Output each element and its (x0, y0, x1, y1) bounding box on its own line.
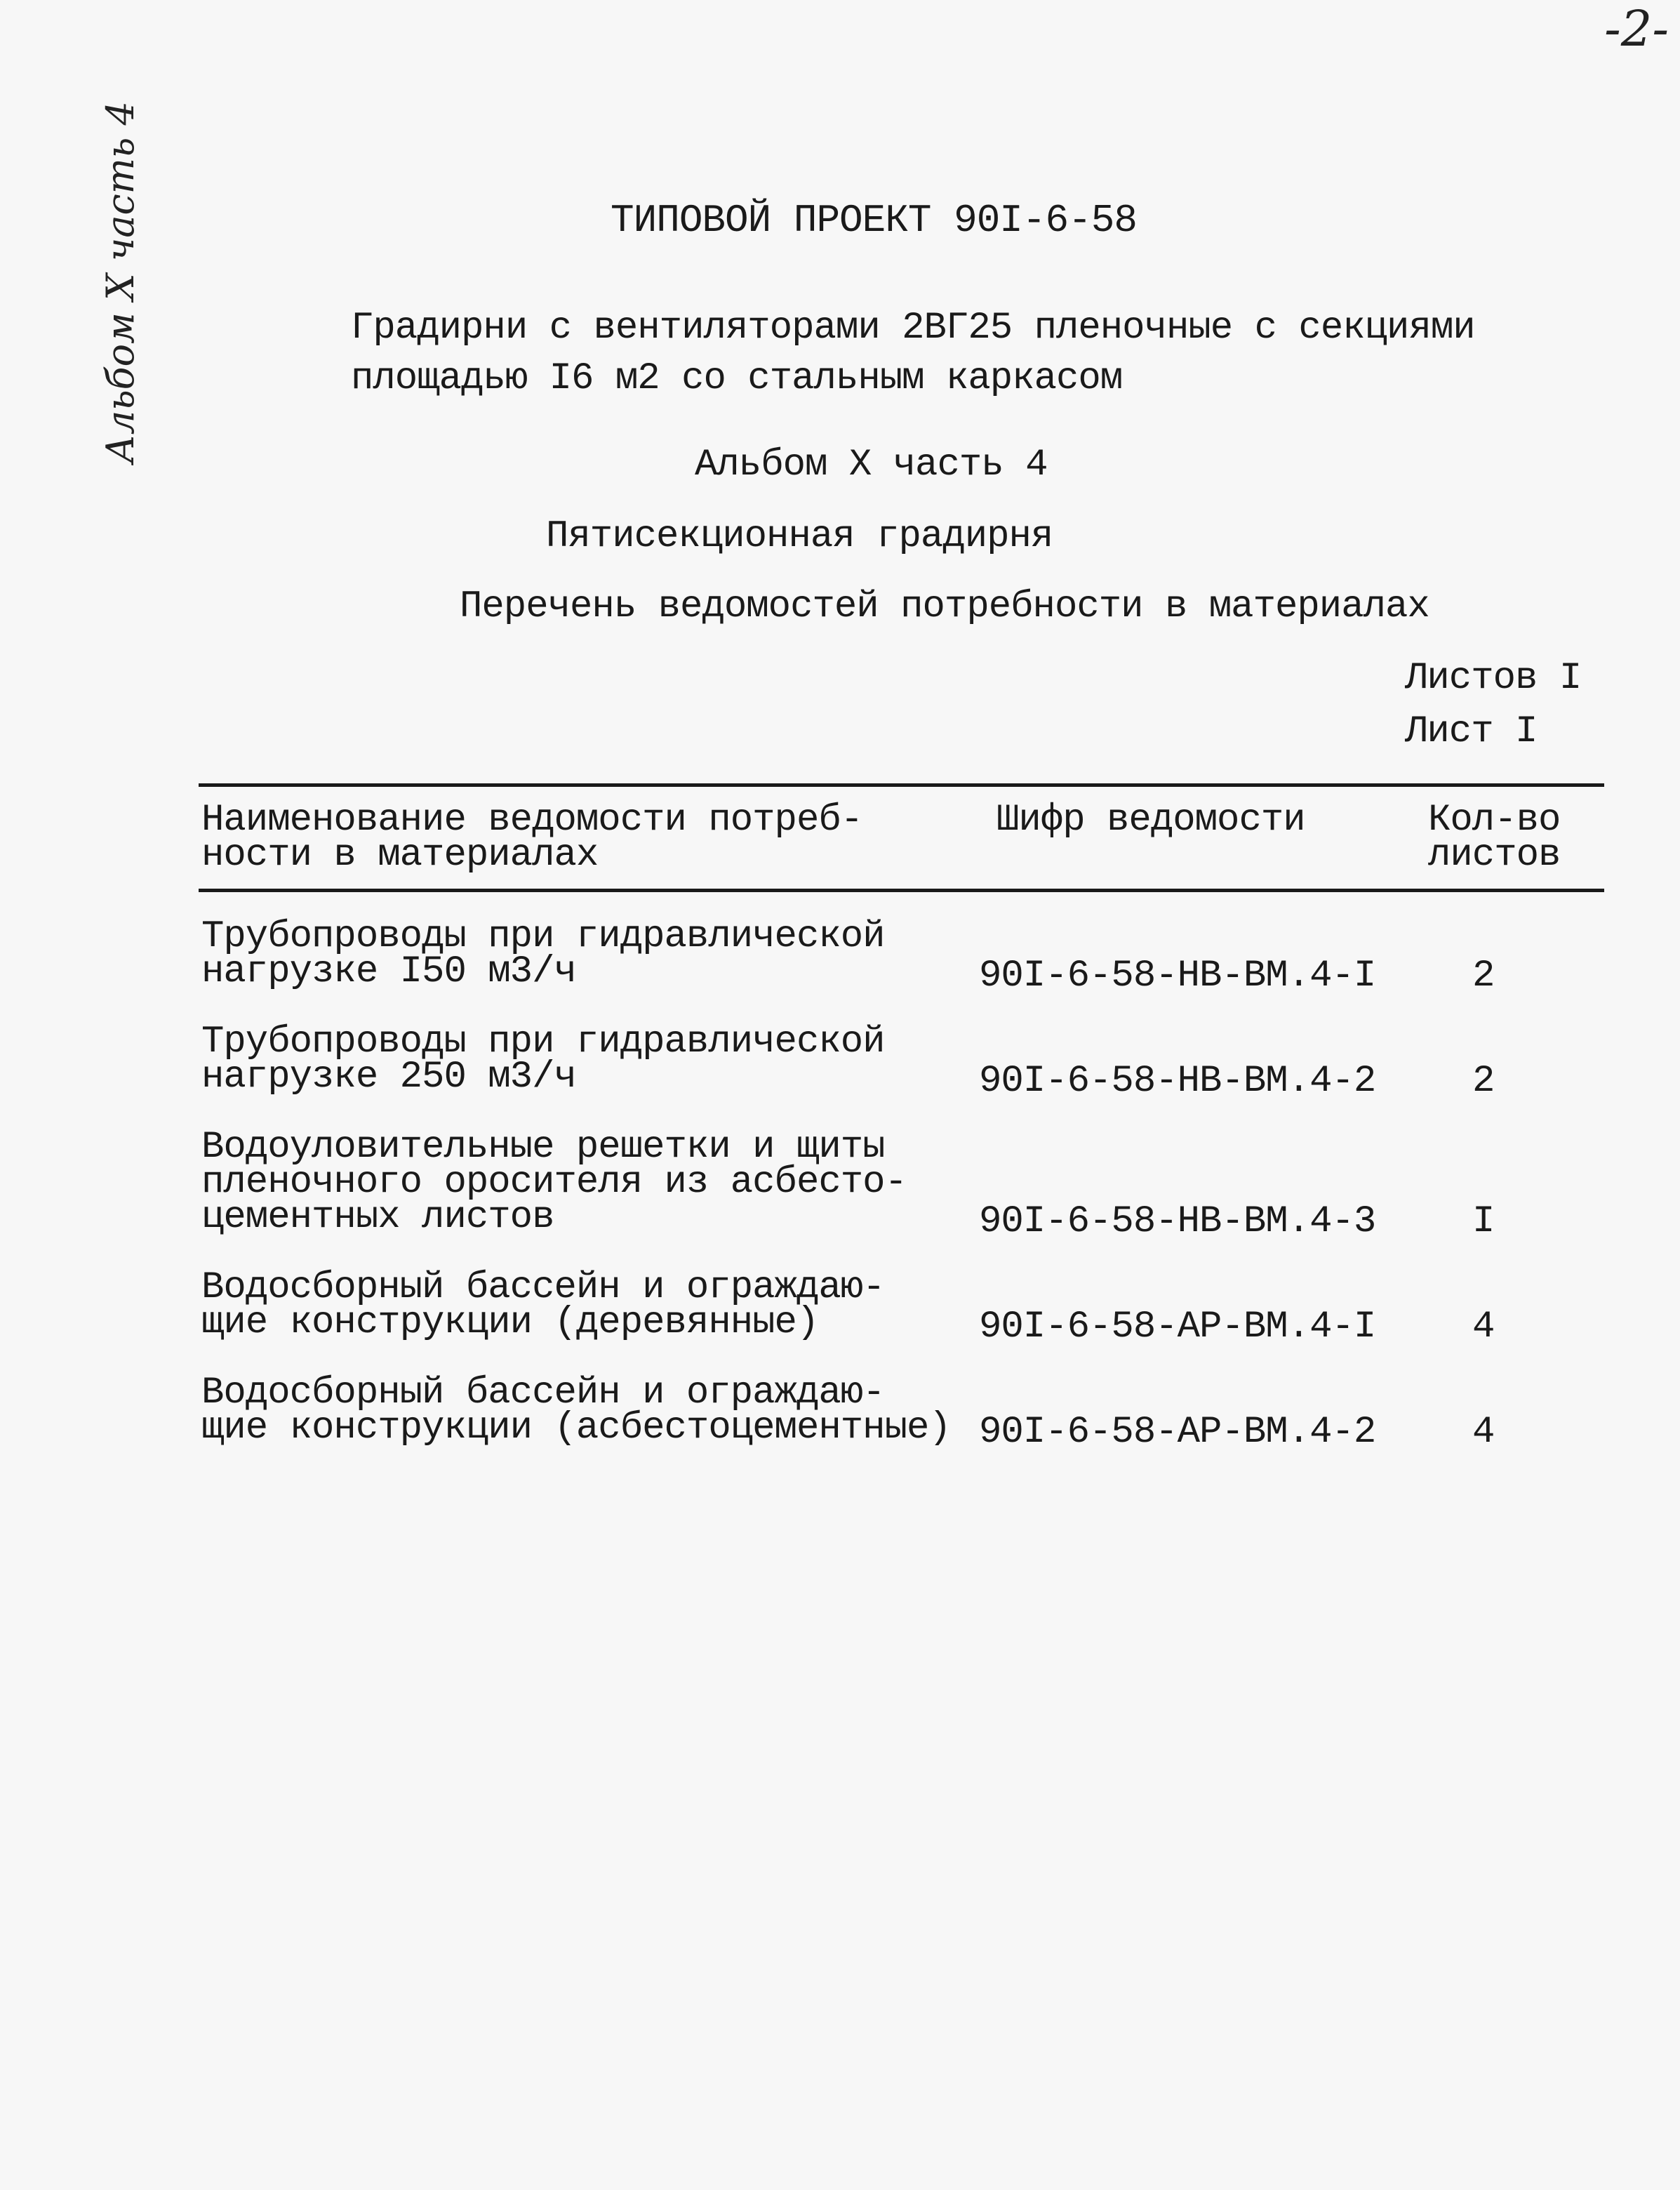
document-subtitle: Градирни с вентиляторами 2ВГ25 пленочные с секциями площадью I6 м2 со стальным каркасом (351, 307, 1475, 400)
row-code: 90I-6-58-НВ-ВМ.4-2 (979, 1060, 1376, 1103)
column-header-count: Кол-во листов (1428, 799, 1561, 877)
column-header-name: Наименование ведомости потреб- ности в материалах (201, 799, 863, 877)
row-name: Трубопроводы при гидравлической нагрузке 250 м3/ч (201, 1021, 885, 1099)
sheets-total: Листов I (1405, 657, 1582, 700)
sheet-number: Лист I (1405, 710, 1538, 753)
side-note: Альбом X часть 4 (98, 101, 142, 463)
row-name: Водосборный бассейн и ограждаю- щие конструкции (асбестоцементные) (201, 1372, 951, 1449)
row-count: 2 (1472, 1060, 1495, 1103)
row-code: 90I-6-58-НВ-ВМ.4-3 (979, 1200, 1376, 1243)
section-label: Пятисекционная градирня (546, 515, 1053, 558)
row-count: 4 (1472, 1306, 1495, 1348)
row-name: Трубопроводы при гидравлической нагрузке I50 м3/ч (201, 915, 885, 993)
row-code: 90I-6-58-АР-ВМ.4-I (979, 1306, 1376, 1348)
table-top-rule (199, 783, 1604, 787)
row-code: 90I-6-58-АР-ВМ.4-2 (979, 1411, 1376, 1454)
album-label: Альбом X часть 4 (695, 444, 1048, 486)
row-code: 90I-6-58-НВ-ВМ.4-I (979, 955, 1376, 997)
table-header-rule (199, 889, 1604, 892)
row-count: 2 (1472, 955, 1495, 997)
row-name: Водоуловительные решетки и щиты пленочного оросителя из асбесто- цементных листов (201, 1126, 907, 1239)
column-header-code: Шифр ведомости (996, 799, 1305, 842)
row-count: 4 (1472, 1411, 1495, 1454)
page-number: -2- (1604, 0, 1669, 58)
document-title: ТИПОВОЙ ПРОЕКТ 90I-6-58 (611, 198, 1137, 243)
row-count: I (1472, 1200, 1495, 1243)
list-title: Перечень ведомостей потребности в материалах (460, 585, 1429, 628)
row-name: Водосборный бассейн и ограждаю- щие конструкции (деревянные) (201, 1266, 885, 1344)
